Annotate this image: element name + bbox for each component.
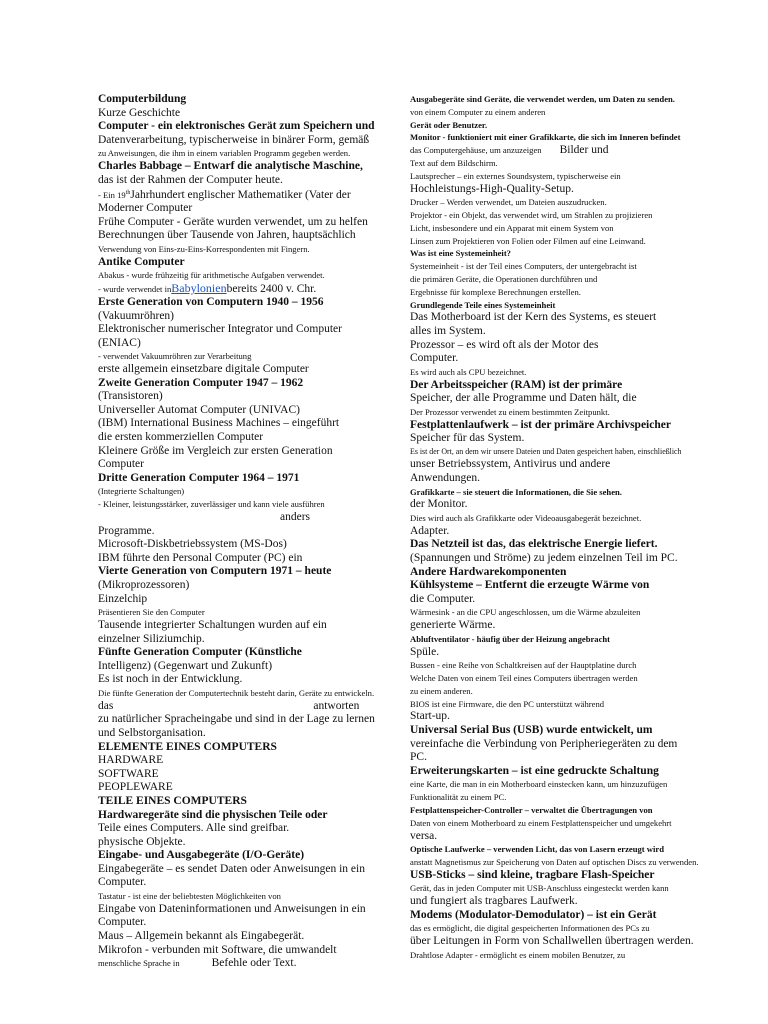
text-line: Dies wird auch als Grafikkarte oder Videoausgabegerät bezeichnet. <box>410 513 642 524</box>
left-column <box>98 93 390 1018</box>
text-line: SOFTWARE <box>98 767 159 780</box>
section-heading: Universal Serial Bus (USB) wurde entwickelt, um <box>410 723 653 736</box>
text-line: Computer <box>98 458 144 471</box>
text-line: Eingabegeräte – es sendet Daten oder Anweisungen in ein <box>98 862 365 875</box>
section-heading: Andere Hardwarekomponenten <box>410 565 567 578</box>
text-line: (Spannungen und Ströme) zu jedem einzelnen Teil im PC. <box>410 552 678 565</box>
text-line: versa. <box>410 829 438 842</box>
text-line: (ENIAC) <box>98 336 141 349</box>
text-line <box>98 187 390 202</box>
text-line: Licht, insbesondere und ein Apparat mit einem System von <box>410 222 614 233</box>
right-column <box>410 93 710 1018</box>
section-heading: Erste Generation von Computern 1940 – 1956 <box>98 295 324 308</box>
text-line: eine Karte, die man in ein Motherboard einstecken kann, um hinzuzufügen <box>410 779 668 790</box>
text-line: generierte Wärme. <box>410 619 496 632</box>
text-line: Tausende integrierter Schaltungen wurden auf ein <box>98 618 327 631</box>
text-line: BIOS ist eine Firmware, die den PC unterstützt während <box>410 698 605 709</box>
text-line <box>98 957 390 970</box>
section-heading: Modems (Modulator-Demodulator) – ist ein Gerät <box>410 908 657 921</box>
text-line: Präsentieren Sie den Computer <box>98 607 205 618</box>
text-line: Frühe Computer - Geräte wurden verwendet, um zu helfen <box>98 215 368 228</box>
section-heading: Charles Babbage – Entwarf die analytische Maschine, <box>98 160 363 173</box>
text-line: - verwendet Vakuumröhren zur Verarbeitung <box>98 351 252 362</box>
doc-title: Computerbildung <box>98 93 187 105</box>
text-segment: menschliche Sprache in <box>98 958 180 969</box>
section-heading: Das Netzteil ist das, das elektrische Energie liefert. <box>410 538 658 551</box>
text-segment: Bilder und <box>559 144 609 157</box>
text-segment: bereits 2400 v. Chr. <box>226 283 317 296</box>
section-heading: Eingabe- und Ausgabegeräte (I/O-Geräte) <box>98 849 305 862</box>
text-line: Computer. <box>98 876 147 889</box>
section-heading: Vierte Generation von Computern 1971 – heute <box>98 565 332 578</box>
text-line: zu natürlicher Spracheingabe und sind in der Lage zu lernen <box>98 713 375 726</box>
text-segment: - wurde verwendet in <box>98 284 172 295</box>
text-line: vereinfache die Verbindung von Peripheriegeräten zu dem <box>410 737 678 750</box>
text-line: Datenverarbeitung, typischerweise in binärer Form, gemäß <box>98 133 370 146</box>
section-heading: Fünfte Generation Computer (Künstliche <box>98 646 302 659</box>
text-line <box>98 700 390 714</box>
section-heading: ELEMENTE EINES COMPUTERS <box>98 740 277 753</box>
text-line: zu Anweisungen, die ihm in einem variablen Programm gegeben werden. <box>98 148 351 159</box>
text-line: (Vakuumröhren) <box>98 309 175 322</box>
text-line: - Kleiner, leistungsstärker, zuverlässiger und kann viele ausführen <box>98 499 325 510</box>
text-segment: - Ein 19 <box>98 190 126 201</box>
text-line: Gerät, das in jeden Computer mit USB-Anschluss eingesteckt werden kann <box>410 883 669 894</box>
text-line: Eingabe von Dateninformationen und Anweisungen in ein <box>98 902 366 915</box>
text-segment: das Computergehäuse, um anzuzeigen <box>410 145 542 156</box>
text-line: Wärmesink - an die CPU angeschlossen, um die Wärme abzuleiten <box>410 607 641 618</box>
text-line: Berechnungen über Tausende von Jahren, hauptsächlich <box>98 229 356 242</box>
text-line: Bussen - eine Reihe von Schaltkreisen auf der Hauptplatine durch <box>410 660 637 671</box>
text-line: Der Prozessor verwendet zu einem bestimmten Zeitpunkt. <box>410 406 610 417</box>
section-heading: Kühlsysteme – Entfernt die erzeugte Wärme von <box>410 579 650 592</box>
text-line: Projektor - ein Objekt, das verwendet wird, um Strahlen zu projizieren <box>410 209 653 220</box>
section-heading: Festplattenlaufwerk – ist der primäre Archivspeicher <box>410 418 671 431</box>
text-segment: Jahrhundert englischer Mathematiker (Vater der <box>130 189 351 202</box>
text-line: Spüle. <box>410 645 440 658</box>
text-line: Die fünfte Generation der Computertechnik besteht darin, Geräte zu entwickeln. <box>98 687 375 698</box>
section-heading: Grafikkarte – sie steuert die Informationen, die Sie sehen. <box>410 486 622 497</box>
text-line: Start-up. <box>410 710 450 723</box>
text-line: Verwendung von Eins-zu-Eins-Korrespondenten mit Fingern. <box>98 243 310 254</box>
text-line: (Mikroprozessoren) <box>98 579 190 591</box>
text-line: Abakus - wurde frühzeitig für arithmetische Aufgaben verwendet. <box>98 270 325 281</box>
text-line: PEOPLEWARE <box>98 781 173 794</box>
text-line: Speicher, der alle Programme und Daten hält, die <box>410 392 637 405</box>
superscript: th <box>125 190 131 197</box>
text-line: und fungiert als tragbares Laufwerk. <box>410 895 578 908</box>
subtitle: Kurze Geschichte <box>98 106 181 119</box>
text-line <box>98 282 390 296</box>
text-line: Speicher für das System. <box>410 432 525 445</box>
text-line: Intelligenz) (Gegenwart und Zukunft) <box>98 659 273 672</box>
text-line: Linsen zum Projektieren von Folien oder Filmen auf eine Leinwand. <box>410 235 646 246</box>
text-line: Funktionalität zu einem PC. <box>410 792 507 803</box>
section-heading: Dritte Generation Computer 1964 – 1971 <box>98 471 300 484</box>
text-line: Es wird auch als CPU bezeichnet. <box>410 366 527 377</box>
text-line: Prozessor – es wird oft als der Motor des <box>410 338 599 351</box>
text-line: Anwendungen. <box>410 472 480 485</box>
text-segment: antworten <box>313 699 360 712</box>
text-line: über Leitungen in Form von Schallwellen übertragen werden. <box>410 935 694 948</box>
text-line: einzelner Siliziumchip. <box>98 632 205 645</box>
babylonien-link[interactable]: Babylonien <box>171 282 227 296</box>
text-segment: das <box>98 699 114 712</box>
text-line: Computer. <box>410 352 459 365</box>
text-line: alles im System. <box>410 324 486 337</box>
text-line: Lautsprecher – ein externes Soundsystem, typischerweise ein <box>410 170 621 181</box>
text-line: Teile eines Computers. Alle sind greifbar. <box>98 822 290 835</box>
text-line: PC. <box>410 751 427 764</box>
text-line: Drucker – Werden verwendet, um Dateien auszudrucken. <box>410 197 607 208</box>
text-line: Mikrofon - verbunden mit Software, die umwandelt <box>98 943 337 956</box>
text-line: Ergebnisse für komplexe Berechnungen erstellen. <box>410 286 581 297</box>
text-line: Daten von einem Motherboard zu einem Festplattenspeicher und umgekehrt <box>410 817 672 828</box>
section-heading: Erweiterungskarten – ist eine gedruckte Schaltung <box>410 764 659 777</box>
text-line: unser Betriebssystem, Antivirus und andere <box>410 458 611 471</box>
text-line: Universeller Automat Computer (UNIVAC) <box>98 403 300 416</box>
section-heading: TEILE EINES COMPUTERS <box>98 794 247 807</box>
text-line: die Computer. <box>410 592 476 605</box>
text-line: Gerät oder Benutzer. <box>410 119 488 130</box>
text-line: das ist der Rahmen der Computer heute. <box>98 173 283 186</box>
text-line: HARDWARE <box>98 754 164 767</box>
section-heading: USB-Sticks – sind kleine, tragbare Flash-Speicher <box>410 868 655 881</box>
section-heading: Festplattenspeicher-Controller – verwaltet die Übertragungen von <box>410 804 653 815</box>
text-line: Kleinere Größe im Vergleich zur ersten Generation <box>98 444 333 457</box>
text-line: Hochleistungs-High-Quality-Setup. <box>410 182 574 195</box>
text-line: (Integrierte Schaltungen) <box>98 486 185 497</box>
text-line: Einzelchip <box>98 592 148 605</box>
text-line: Es ist der Ort, an dem wir unsere Dateien und Daten gespeichert haben, einschließlich <box>410 446 682 456</box>
text-line: Moderner Computer <box>98 202 193 215</box>
section-heading: Ausgabegeräte sind Geräte, die verwendet werden, um Daten zu senden. <box>410 94 675 104</box>
text-segment: Befehle oder Text. <box>211 957 297 970</box>
text-line: Welche Daten von einem Teil eines Computers übertragen werden <box>410 673 638 683</box>
text-line: Text auf dem Bildschirm. <box>410 157 498 168</box>
section-heading: Zweite Generation Computer 1947 – 1962 <box>98 376 304 389</box>
text-line: Computer. <box>98 916 147 929</box>
text-line: das es ermöglicht, die digital gespeicherten Informationen des PCs zu <box>410 923 650 934</box>
text-line: von einem Computer zu einem anderen <box>410 106 546 117</box>
text-line: Das Motherboard ist der Kern des Systems, es steuert <box>410 311 657 324</box>
text-line: Maus – Allgemein bekannt als Eingabegerät. <box>98 930 305 943</box>
text-line: zu einem anderen. <box>410 685 473 696</box>
text-line: die ersten kommerziellen Computer <box>98 431 264 444</box>
text-line: (Transistoren) <box>98 390 163 403</box>
section-heading: Was ist eine Systemeinheit? <box>410 248 511 259</box>
text-line: IBM führte den Personal Computer (PC) ein <box>98 551 303 564</box>
text-line: Systemeinheit - ist der Teil eines Computers, der untergebracht ist <box>410 261 637 272</box>
text-line: physische Objekte. <box>98 835 186 848</box>
section-heading: Monitor - funktioniert mit einer Grafikkarte, die sich im Inneren befindet <box>410 132 681 143</box>
text-line: Microsoft-Diskbetriebssystem (MS-Dos) <box>98 538 287 551</box>
text-line: der Monitor. <box>410 498 468 511</box>
text-line: Es ist noch in der Entwicklung. <box>98 673 243 686</box>
text-line: und Selbstorganisation. <box>98 726 206 739</box>
text-line: Computer - ein elektronisches Gerät zum Speichern und <box>98 120 375 133</box>
text-line: erste allgemein einsetzbare digitale Computer <box>98 363 309 376</box>
text-line: Hardwaregeräte sind die physischen Teile oder <box>98 808 328 821</box>
section-heading: Grundlegende Teile eines Systemeinheit <box>410 299 556 310</box>
section-heading: Abluftventilator - häufig über der Heizung angebracht <box>410 633 611 644</box>
text-line: Elektronischer numerischer Integrator und Computer <box>98 323 342 336</box>
text-line: (IBM) International Business Machines – eingeführt <box>98 417 340 430</box>
text-line: die primären Geräte, die Operationen durchführen und <box>410 273 598 284</box>
section-heading: Optische Laufwerke – verwenden Licht, das von Lasern erzeugt wird <box>410 844 664 855</box>
text-line: anstatt Magnetismus zur Speicherung von Daten auf optischen Discs zu verwenden. <box>410 856 699 867</box>
text-line: anders <box>280 511 311 524</box>
section-heading: Antike Computer <box>98 255 185 268</box>
text-line: Adapter. <box>410 524 450 537</box>
text-line: Drahtlose Adapter - ermöglicht es einem mobilen Benutzer, zu <box>410 949 626 960</box>
text-line <box>410 144 710 157</box>
section-heading: Der Arbeitsspeicher (RAM) ist der primäre <box>410 378 623 391</box>
text-line: Programme. <box>98 524 155 537</box>
text-line: Tastatur - ist eine der beliebtesten Möglichkeiten von <box>98 891 281 902</box>
